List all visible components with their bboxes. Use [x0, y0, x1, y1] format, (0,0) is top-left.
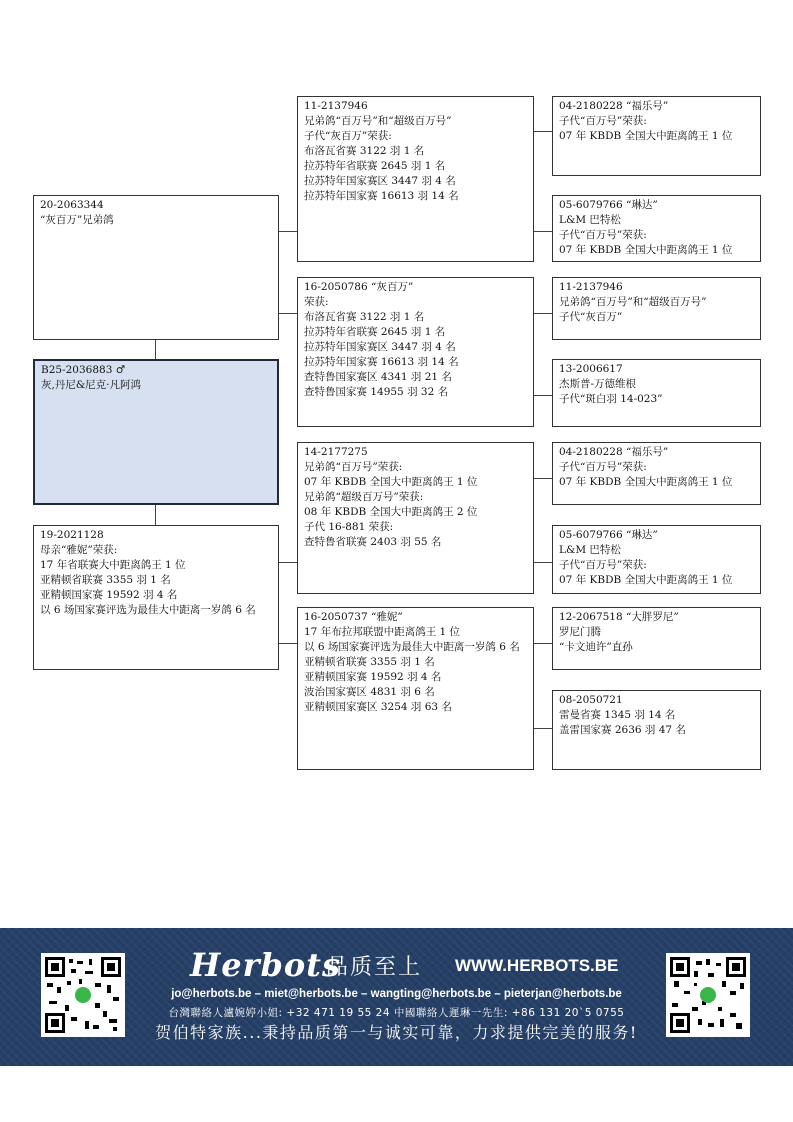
motto: 贺伯特家族...秉持品质第一与诚实可靠，力求提供完美的服务!	[155, 1023, 638, 1042]
pedigree-line: 盖雷国家赛 2636 羽 47 名	[559, 724, 686, 736]
pedigree-line: 亚精顿国家赛 19592 羽 4 名	[304, 671, 442, 683]
pedigree-line: 灰,丹尼&尼克·凡阿鸿	[41, 379, 142, 391]
ring-number: 14-2177275	[304, 446, 368, 458]
pedigree-line: 子代“百万号”荣获:	[559, 461, 647, 473]
ring-number: 11-2137946	[559, 281, 623, 293]
pedigree-line: “灰百万”兄弟鸽	[40, 214, 114, 226]
brand-row	[190, 946, 620, 984]
pedigree-line: 07 年 KBDB 全国大中距离鸽王 1 位	[559, 574, 733, 586]
dsd-card	[552, 525, 761, 594]
qr-pattern	[670, 957, 746, 1033]
pedigree-line: 子代“百万号”荣获:	[559, 229, 647, 241]
pedigree-line: 杰斯普-万德维根	[559, 378, 637, 390]
connector-line	[279, 562, 297, 563]
pedigree-line: 子代“灰百万”荣获:	[304, 130, 392, 142]
ring-number: 13-2006617	[559, 363, 623, 375]
sdd-card	[552, 359, 761, 427]
pedigree-line: 08 年 KBDB 全国大中距离鸽王 2 位	[304, 506, 478, 518]
connector-line	[534, 313, 552, 314]
pedigree-line: 拉苏特年省联赛 2645 羽 1 名	[304, 326, 446, 338]
pedigree-line: 查特鲁省联赛 2403 羽 55 名	[304, 536, 442, 548]
connector-line	[534, 231, 552, 232]
slogan: 品质至上	[326, 955, 423, 980]
pedigree-line: 母亲“雅妮”荣获:	[40, 544, 118, 556]
pedigree-line: “卡文迪许”直孙	[559, 641, 633, 653]
connector-line	[279, 231, 297, 232]
ring-number: 04-2180228 “福乐号”	[559, 100, 669, 112]
pedigree-line: L&M 巴特松	[559, 214, 621, 226]
sss-card	[552, 96, 761, 176]
sds-card	[552, 277, 761, 340]
ring-number: 04-2180228 “福乐号”	[559, 446, 669, 458]
ring-number: 08-2050721	[559, 694, 623, 706]
connector-line	[155, 505, 156, 525]
dss-card	[552, 442, 761, 505]
pedigree-line: 查特鲁国家赛 14955 羽 32 名	[304, 386, 449, 398]
contact-phones: 台灣聯絡人瀘婉婷小姐: +32 471 19 55 24 中國聯絡人遲琳一先生: +86 131 20`5 0755	[168, 1007, 625, 1019]
ring-number: 12-2067518 “大胖罗尼”	[559, 611, 679, 623]
pedigree-line: 兄弟鸽“百万号”和“超级百万号”	[559, 296, 707, 308]
pedigree-line: 布洛瓦省赛 3122 羽 1 名	[304, 311, 425, 323]
ring-number: B25-2036883 ♂	[41, 364, 126, 376]
connector-line	[534, 562, 552, 563]
ring-number: 16-2050786 “灰百万”	[304, 281, 414, 293]
pedigree-line: 以 6 场国家赛评选为最佳大中距离一岁鸽 6 名	[304, 641, 520, 653]
pedigree-line: 17 年布拉邦联盟中距离鸽王 1 位	[304, 626, 461, 638]
pedigree-line: 17 年省联赛大中距离鸽王 1 位	[40, 559, 186, 571]
contact-emails[interactable]: jo@herbots.be – miet@herbots.be – wangting@herbots.be – pieterjan@herbots.be	[171, 988, 622, 1000]
connector-line	[279, 313, 297, 314]
ring-number: 16-2050737 “雅妮”	[304, 611, 403, 623]
pedigree-line: 07 年 KBDB 全国大中距离鸽王 1 位	[304, 476, 478, 488]
ddd-card	[552, 690, 761, 770]
dam-dam-card	[297, 607, 534, 770]
pedigree-line: L&M 巴特松	[559, 544, 621, 556]
pedigree-line: 子代“百万号”荣获:	[559, 559, 647, 571]
pedigree-line: 兄弟鸽“百万号”荣获:	[304, 461, 403, 473]
pedigree-line: 布洛瓦省赛 3122 羽 1 名	[304, 145, 425, 157]
brand-logo[interactable]: Herbots	[190, 946, 341, 984]
pedigree-line: 子代 16-881 荣获:	[304, 521, 394, 533]
dam-sire-card	[297, 442, 534, 594]
pedigree-line: 07 年 KBDB 全国大中距离鸽王 1 位	[559, 476, 733, 488]
pedigree-line: 子代“百万号”荣获:	[559, 115, 647, 127]
website-link[interactable]: WWW.HERBOTS.BE	[455, 956, 619, 975]
pedigree-line: 以 6 场国家赛评选为最佳大中距离一岁鸽 6 名	[40, 604, 256, 616]
pedigree-line: 亚精顿省联赛 3355 羽 1 名	[40, 574, 171, 586]
ring-number: 05-6079766 “琳达”	[559, 529, 658, 541]
connector-line	[279, 643, 297, 644]
connector-line	[534, 131, 552, 132]
pedigree-line: 兄弟鸽“超级百万号”荣获:	[304, 491, 424, 503]
subject-card	[33, 359, 279, 505]
pedigree-line: 兄弟鸽“百万号”和“超级百万号”	[304, 115, 452, 127]
pedigree-line: 波治国家赛区 4831 羽 6 名	[304, 686, 435, 698]
connector-line	[534, 395, 552, 396]
pedigree-line: 罗尼门腾	[559, 626, 601, 638]
pedigree-line: 拉苏特年国家赛区 3447 羽 4 名	[304, 341, 456, 353]
pedigree-line: 查特鲁国家赛区 4341 羽 21 名	[304, 371, 452, 383]
connector-line	[155, 340, 156, 359]
pedigree-line: 亚精顿省联赛 3355 羽 1 名	[304, 656, 435, 668]
pedigree-line: 荣获:	[304, 296, 329, 308]
pedigree-line: 雷曼省赛 1345 羽 14 名	[559, 709, 676, 721]
sire-card	[33, 195, 279, 340]
dds-card	[552, 607, 761, 670]
footer-banner	[0, 928, 793, 1066]
pedigree-line: 拉苏特年省联赛 2645 羽 1 名	[304, 160, 446, 172]
ssd-card	[552, 195, 761, 262]
dam-card	[33, 525, 279, 670]
ring-number: 11-2137946	[304, 100, 368, 112]
pedigree-line: 拉苏特年国家赛 16613 羽 14 名	[304, 190, 459, 202]
pedigree-line: 亚精顿国家赛 19592 羽 4 名	[40, 589, 178, 601]
sire-dam-card	[297, 277, 534, 427]
pedigree-line: 07 年 KBDB 全国大中距离鸽王 1 位	[559, 244, 733, 256]
pedigree-line: 07 年 KBDB 全国大中距离鸽王 1 位	[559, 130, 733, 142]
sire-sire-card	[297, 96, 534, 262]
ring-number: 05-6079766 “琳达”	[559, 199, 658, 211]
pedigree-line: 子代“灰百万”	[559, 311, 623, 323]
ring-number: 20-2063344	[40, 199, 104, 211]
pedigree-line: 子代“斑白羽 14-023”	[559, 393, 663, 405]
qr-code-right[interactable]	[666, 953, 750, 1037]
ring-number: 19-2021128	[40, 529, 104, 541]
connector-line	[534, 643, 552, 644]
connector-line	[534, 728, 552, 729]
pedigree-line: 拉苏特年国家赛区 3447 羽 4 名	[304, 175, 456, 187]
pedigree-line: 亚精顿国家赛区 3254 羽 63 名	[304, 701, 452, 713]
pedigree-line: 拉苏特年国家赛 16613 羽 14 名	[304, 356, 459, 368]
connector-line	[534, 478, 552, 479]
